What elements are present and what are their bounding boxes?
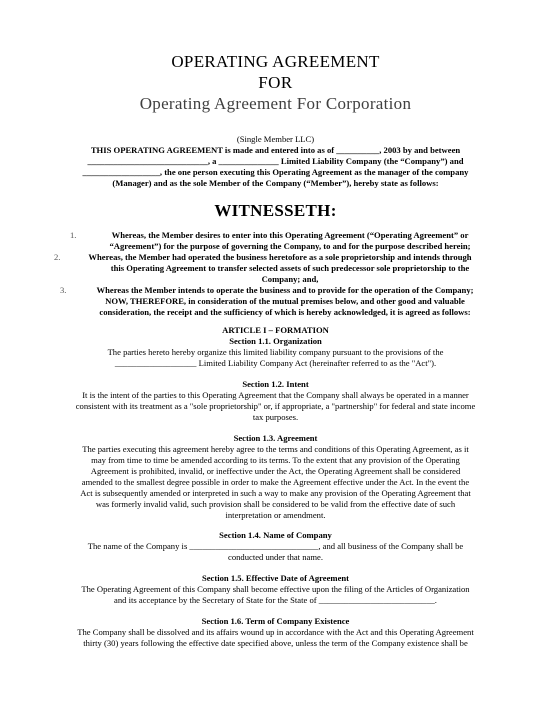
recital-line: “Agreement”) for the purpose of governing the Company, to and for the purpose described herein; [109, 241, 471, 251]
section-text-line: It is the intent of the parties to this Operating Agreement that the Company shall always be operated in a manner [82, 390, 469, 400]
section-text-line: consistent with its treatment as a "sole proprietorship" or, if appropriate, a "partnership" for federal and state income [75, 401, 476, 411]
section-text-line: The Operating Agreement of this Company shall become effective upon the filing of the Articles of Organization [81, 584, 470, 594]
section-title: Section 1.5. Effective Date of Agreement [201, 573, 350, 583]
recital-line: NOW, THEREFORE, in consideration of the mutual premises below, and other good and valuable [105, 296, 465, 306]
section-text-line: The parties executing this agreement hereby agree to the terms and conditions of this Operating Agreement, as it [82, 444, 469, 454]
intro-subtitle: (Single Member LLC) [236, 134, 315, 144]
article-heading: ARTICLE I – FORMATION [222, 325, 329, 335]
recital-line: consideration, the receipt and the sufficiency of which is hereby acknowledged, it is agreed as follows: [99, 307, 471, 317]
section-title: Section 1.4. Name of Company [219, 530, 332, 540]
recital-line: Whereas, the Member had operated the business heretofore as a sole proprietorship and intends through [88, 252, 472, 262]
section-title: Section 1.3. Agreement [233, 433, 318, 443]
section-title: Section 1.2. Intent [242, 379, 309, 389]
title-line-1: OPERATING AGREEMENT [171, 52, 380, 71]
recital-number: 3. [60, 285, 67, 295]
section-title: Section 1.1. Organization [229, 336, 322, 346]
title-line-2: FOR [258, 73, 293, 92]
section-text-line: interpretation or amendment. [225, 510, 326, 520]
witnesseth-heading: WITNESSETH: [214, 201, 337, 220]
section-text-line: tax purposes. [252, 412, 299, 422]
section-text-line: conducted under that name. [228, 552, 323, 562]
section-text-line: may from time to time be amended according to its terms. To the extent that any provision of the Operating [91, 455, 460, 465]
intro-line-1: THIS OPERATING AGREEMENT is made and entered into as of __________, 2003 by and between [90, 145, 461, 155]
section-text-line: Agreement is prohibited, invalid, or ineffective under the Act, the Operating Agreement shall be considered [90, 466, 461, 476]
intro-line-2: ____________________________, a ______________ Limited Liability Company (the “Company”) and [87, 156, 464, 166]
title-line-3: Operating Agreement For Corporation [139, 94, 412, 113]
section-text-line: ___________________ Limited Liability Company Act (hereinafter referred to as the "Act"). [114, 358, 437, 368]
section-text-line: Act is subsequently amended or interpreted in such a way to make any provision of the Operating Agreement that [80, 488, 471, 498]
intro-line-4: (Manager) and as the sole Member of the Company (“Member”), hereby state as follows: [112, 178, 439, 188]
recital-line: this Operating Agreement to transfer selected assets of such predecessor sole proprietorship to the [110, 263, 470, 273]
intro-line-3: __________________, the one person executing this Operating Agreement as the manager of the company [82, 167, 469, 177]
section-text-line: was formerly invalid valid, such provision shall be considered to be valid from the effective date of such [95, 499, 456, 509]
section-text-line: The name of the Company is ______________________________, and all business of the Company shall be [87, 541, 464, 551]
section-text-line: amended to the smallest degree possible in order to make the Agreement effective under the Act. In the event the [81, 477, 470, 487]
recital-number: 2. [54, 252, 61, 262]
recital-number: 1. [70, 230, 77, 240]
recital-line: Whereas the Member intends to operate the business and to provide for the operation of the Company; [96, 285, 474, 295]
section-text-line: thirty (30) years following the effective date specified above, unless the term of the Company existence shall be [83, 638, 468, 648]
section-text-line: The parties hereto hereby organize this limited liability company pursuant to the provisions of the [107, 347, 444, 357]
recital-line: Whereas, the Member desires to enter into this Operating Agreement (“Operating Agreement” or [111, 230, 469, 240]
recital-line: Company; and, [261, 274, 319, 284]
section-title: Section 1.6. Term of Company Existence [201, 616, 350, 626]
section-text-line: The Company shall be dissolved and its affairs wound up in accordance with the Act and this Operating Agreement [77, 627, 474, 637]
section-text-line: and its acceptance by the Secretary of State for the State of ___________________________. [114, 595, 437, 605]
